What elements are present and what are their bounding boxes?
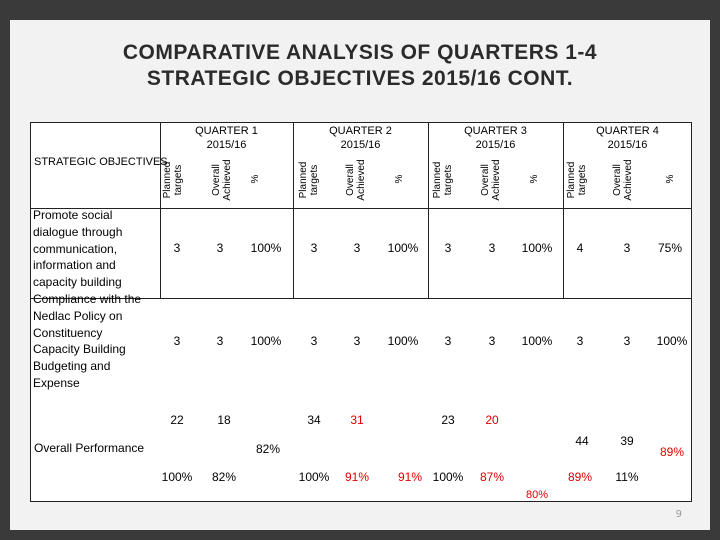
percent-value: 100% [387,334,419,348]
overall-achieved-header: Overall Achieved [345,159,367,201]
planned-value: 4 [576,241,584,255]
percent-value: 100% [387,241,419,255]
q3-achieved-percent: 87% [479,470,505,484]
objective-cell: Compliance with the Nedlac Policy on Constituency Capacity Building Budgeting and Expense [33,292,142,390]
q4-overall-achieved: 39 [620,434,634,448]
q1-overall-percent: 82% [255,442,281,456]
percent-header: % [665,174,676,184]
q3-planned-percent: 100% [432,470,464,484]
title-line-2: STRATEGIC OBJECTIVES 2015/16 CONT. [146,67,574,90]
planned-value: 3 [173,334,181,348]
percent-header: % [529,174,540,184]
percent-value: 100% [521,334,553,348]
q2-overall-planned: 34 [307,413,321,427]
percent-header: % [394,174,405,184]
planned-targets-header: Planned targets [298,161,320,199]
achieved-value: 3 [488,334,496,348]
achieved-value: 3 [353,241,361,255]
achieved-value: 3 [623,334,631,348]
achieved-value: 3 [216,241,224,255]
achieved-value: 3 [488,241,496,255]
slide-title [10,40,710,92]
achieved-value: 3 [353,334,361,348]
q3-overall-achieved: 20 [485,413,499,427]
planned-value: 3 [310,241,318,255]
q4-overall-percent: 89% [659,445,685,459]
objective-cell: Promote social dialogue through communication, information and capacity building [33,208,123,290]
planned-targets-header: Planned targets [432,161,454,199]
q2-planned-percent: 100% [298,470,330,484]
planned-targets-header: Planned targets [566,161,588,199]
quarter-name: QUARTER 2 [329,125,392,137]
quarter-name: QUARTER 3 [464,125,527,137]
percent-value: 75% [657,241,683,255]
percent-value: 100% [250,241,282,255]
quarter-name: QUARTER 1 [195,125,258,137]
q4-achieved-percent: 11% [615,470,639,484]
planned-targets-header: Planned targets [162,161,184,199]
overall-performance-label: Overall Performance [34,441,145,455]
q1-overall-planned: 22 [170,413,184,427]
quarter-year: 2015/16 [607,139,648,151]
quarter-year: 2015/16 [475,139,516,151]
planned-value: 3 [173,241,181,255]
percent-value: 100% [656,334,688,348]
quarter-name: QUARTER 4 [596,125,659,137]
quarter-year: 2015/16 [206,139,247,151]
achieved-value: 3 [216,334,224,348]
planned-value: 3 [576,334,584,348]
overall-achieved-header: Overall Achieved [211,159,233,201]
q4-planned-percent: 89% [567,470,593,484]
percent-header: % [250,174,261,184]
objectives-header: STRATEGIC OBJECTIVES [34,156,168,168]
percent-value: 100% [521,241,553,255]
q1-achieved-percent: 82% [211,470,237,484]
q1-overall-achieved: 18 [217,413,231,427]
page-number: 9 [675,509,682,520]
planned-value: 3 [444,241,452,255]
title-line-1: COMPARATIVE ANALYSIS OF QUARTERS 1-4 [122,41,598,64]
planned-value: 3 [444,334,452,348]
q3-overall-planned: 23 [441,413,455,427]
q3-left-percent: 91% [397,470,423,484]
q4-overall-planned: 44 [575,434,589,448]
q2-overall-achieved: 31 [350,413,364,427]
quarter-year: 2015/16 [340,139,381,151]
q2-achieved-percent: 91% [344,470,370,484]
q1-planned-percent: 100% [161,470,193,484]
achieved-value: 3 [623,241,631,255]
overall-achieved-header: Overall Achieved [480,159,502,201]
planned-value: 3 [310,334,318,348]
percent-value: 100% [250,334,282,348]
overall-achieved-header: Overall Achieved [612,159,634,201]
q3-overall-percent: 80% [525,489,549,501]
